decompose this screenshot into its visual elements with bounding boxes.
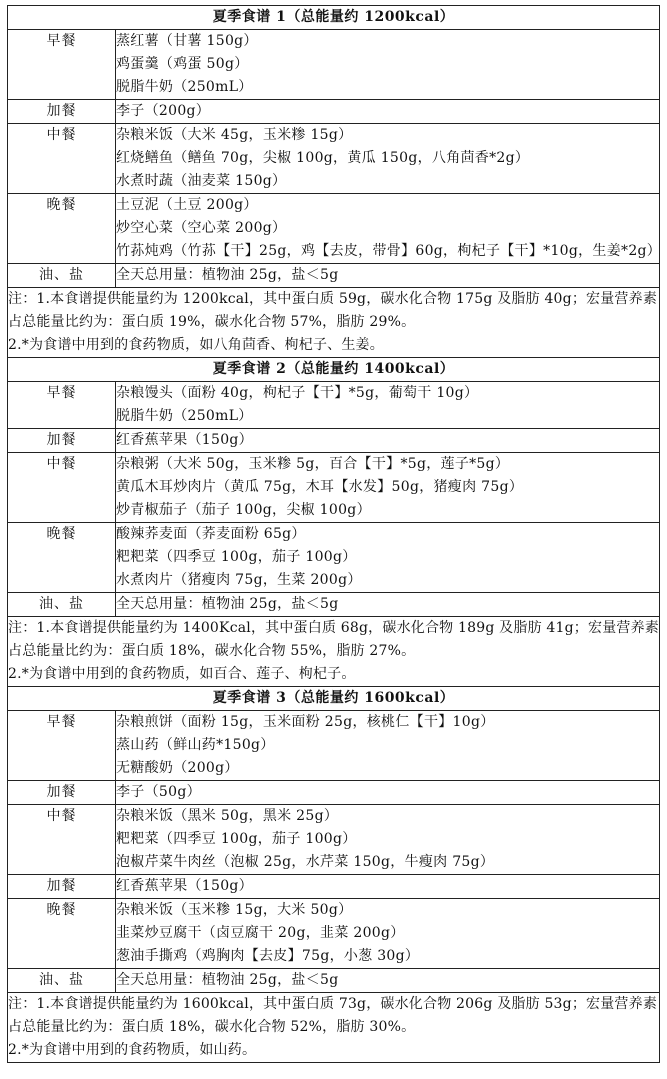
food-item: 水煮时蔬（油麦菜 150g） <box>116 173 287 189</box>
meal-name: 晚餐 <box>8 899 116 969</box>
meal-items <box>116 875 660 899</box>
food-item: 竹荪炖鸡（竹荪【干】25g，鸡【去皮，带骨】60g，枸杞子【干】*10g，生姜*2g） <box>116 243 662 259</box>
food-item: 李子（200g） <box>116 103 211 119</box>
meal-name: 中餐 <box>8 124 116 194</box>
meal-name: 早餐 <box>8 30 116 100</box>
meal-row <box>8 100 660 124</box>
food-item: 葱油手撕鸡（鸡胸肉【去皮】75g，小葱 30g） <box>116 948 420 964</box>
food-item: 蒸山药（鲜山药*150g） <box>116 737 275 753</box>
menu-2-title: 夏季食谱 2（总能量约 1400kcal） <box>8 358 660 382</box>
food-item: 鸡蛋羹（鸡蛋 50g） <box>116 56 249 72</box>
meal-name: 晚餐 <box>8 523 116 593</box>
food-item: 杂粮馒头（面粉 40g，枸杞子【干】*5g，葡萄干 10g） <box>116 385 479 401</box>
meal-items <box>116 194 660 264</box>
food-item: 泡椒芹菜牛肉丝（泡椒 25g，水芹菜 150g，牛瘦肉 75g） <box>116 854 495 870</box>
food-item: 杂粮米饭（大米 45g，玉米糁 15g） <box>116 127 353 143</box>
food-item: 脱脂牛奶（250mL） <box>116 408 253 424</box>
recipe-table <box>7 5 660 1063</box>
meal-items <box>116 781 660 805</box>
meal-row <box>8 264 660 288</box>
meal-name: 加餐 <box>8 781 116 805</box>
note-line: 注：1.本食谱提供能量约为 1400Kcal，其中蛋白质 68g，碳水化合物 189g 及脂肪 41g；宏量营养素占总能量比约为：蛋白质 18%，碳水化合物 55%，脂肪 27%。 <box>8 620 659 659</box>
meal-name: 油、盐 <box>8 593 116 617</box>
meal-items <box>116 711 660 781</box>
menu-notes <box>8 288 660 358</box>
meal-row <box>8 875 660 899</box>
food-item: 炒青椒茄子（茄子 100g，尖椒 100g） <box>116 502 371 518</box>
meal-items <box>116 124 660 194</box>
meal-row <box>8 429 660 453</box>
meal-row <box>8 30 660 100</box>
food-item: 李子（50g） <box>116 784 201 800</box>
meal-items <box>116 382 660 429</box>
meal-row <box>8 382 660 429</box>
menu-1-title: 夏季食谱 1（总能量约 1200kcal） <box>8 6 660 30</box>
menu-1-notes-row <box>8 288 660 358</box>
meal-row <box>8 453 660 523</box>
food-item: 土豆泥（土豆 200g） <box>116 197 258 213</box>
meal-name: 加餐 <box>8 875 116 899</box>
menu-1-title-row <box>8 6 660 30</box>
meal-name: 中餐 <box>8 453 116 523</box>
meal-row <box>8 711 660 781</box>
meal-items <box>116 593 660 617</box>
food-item: 杂粮米饭（黑米 50g，黑米 25g） <box>116 808 339 824</box>
note-line: 注：1.本食谱提供能量约为 1600kcal，其中蛋白质 73g，碳水化合物 206g 及脂肪 53g；宏量营养素占总能量比约为：蛋白质 18%，碳水化合物 52%，脂肪 30%。 <box>8 996 658 1035</box>
meal-row <box>8 124 660 194</box>
meal-row <box>8 593 660 617</box>
meal-items <box>116 453 660 523</box>
food-item: 酸辣荞麦面（荞麦面粉 65g） <box>116 526 306 542</box>
meal-row <box>8 523 660 593</box>
meal-row <box>8 194 660 264</box>
meal-name: 油、盐 <box>8 264 116 288</box>
meal-row <box>8 899 660 969</box>
food-item: 杂粮米饭（玉米糁 15g，大米 50g） <box>116 902 353 918</box>
meal-items <box>116 429 660 453</box>
meal-name: 晚餐 <box>8 194 116 264</box>
menu-3-title: 夏季食谱 3（总能量约 1600kcal） <box>8 687 660 711</box>
food-item: 红香蕉苹果（150g） <box>116 432 253 448</box>
food-item: 全天总用量：植物油 25g，盐＜5g <box>116 972 339 988</box>
note-line: 2.*为食谱中用到的食药物质，如百合、莲子、枸杞子。 <box>8 666 356 682</box>
meal-name: 中餐 <box>8 805 116 875</box>
food-item: 粑粑菜（四季豆 100g，茄子 100g） <box>116 549 357 565</box>
meal-name: 加餐 <box>8 429 116 453</box>
menu-3-title-row <box>8 687 660 711</box>
food-item: 蒸红薯（甘薯 150g） <box>116 33 258 49</box>
food-item: 炒空心菜（空心菜 200g） <box>116 220 287 236</box>
food-item: 全天总用量：植物油 25g，盐＜5g <box>116 596 339 612</box>
menu-2-notes-row <box>8 617 660 687</box>
meal-items <box>116 523 660 593</box>
meal-items <box>116 264 660 288</box>
food-item: 无糖酸奶（200g） <box>116 760 239 776</box>
food-item: 脱脂牛奶（250mL） <box>116 79 253 95</box>
meal-row <box>8 805 660 875</box>
food-item: 韭菜炒豆腐干（卤豆腐干 20g，韭菜 200g） <box>116 925 405 941</box>
menu-notes <box>8 993 660 1063</box>
meal-items <box>116 100 660 124</box>
menu-3-notes-row <box>8 993 660 1063</box>
meal-name: 加餐 <box>8 100 116 124</box>
menu-notes <box>8 617 660 687</box>
meal-name: 早餐 <box>8 711 116 781</box>
food-item: 红烧鳝鱼（鳝鱼 70g，尖椒 100g，黄瓜 150g，八角茴香*2g） <box>116 150 530 166</box>
meal-name: 油、盐 <box>8 969 116 993</box>
food-item: 水煮肉片（猪瘦肉 75g，生菜 200g） <box>116 572 362 588</box>
meal-items <box>116 969 660 993</box>
meal-name: 早餐 <box>8 382 116 429</box>
meal-items <box>116 805 660 875</box>
food-item: 全天总用量：植物油 25g，盐＜5g <box>116 267 339 283</box>
food-item: 杂粮煎饼（面粉 15g，玉米面粉 25g，核桃仁【干】10g） <box>116 714 495 730</box>
note-line: 2.*为食谱中用到的食药物质，如山药。 <box>8 1042 257 1058</box>
menu-2-title-row <box>8 358 660 382</box>
note-line: 注：1.本食谱提供能量约为 1200kcal，其中蛋白质 59g，碳水化合物 175g 及脂肪 40g；宏量营养素占总能量比约为：蛋白质 19%，碳水化合物 57%，脂肪 29%。 <box>8 291 658 330</box>
food-item: 黄瓜木耳炒肉片（黄瓜 75g，木耳【水发】50g，猪瘦肉 75g） <box>116 479 524 495</box>
meal-items <box>116 899 660 969</box>
meal-items <box>116 30 660 100</box>
food-item: 粑粑菜（四季豆 100g，茄子 100g） <box>116 831 357 847</box>
meal-row <box>8 969 660 993</box>
food-item: 杂粮粥（大米 50g，玉米糁 5g，百合【干】*5g，莲子*5g） <box>116 456 510 472</box>
note-line: 2.*为食谱中用到的食药物质，如八角茴香、枸杞子、生姜。 <box>8 337 384 353</box>
food-item: 红香蕉苹果（150g） <box>116 878 253 894</box>
meal-row <box>8 781 660 805</box>
